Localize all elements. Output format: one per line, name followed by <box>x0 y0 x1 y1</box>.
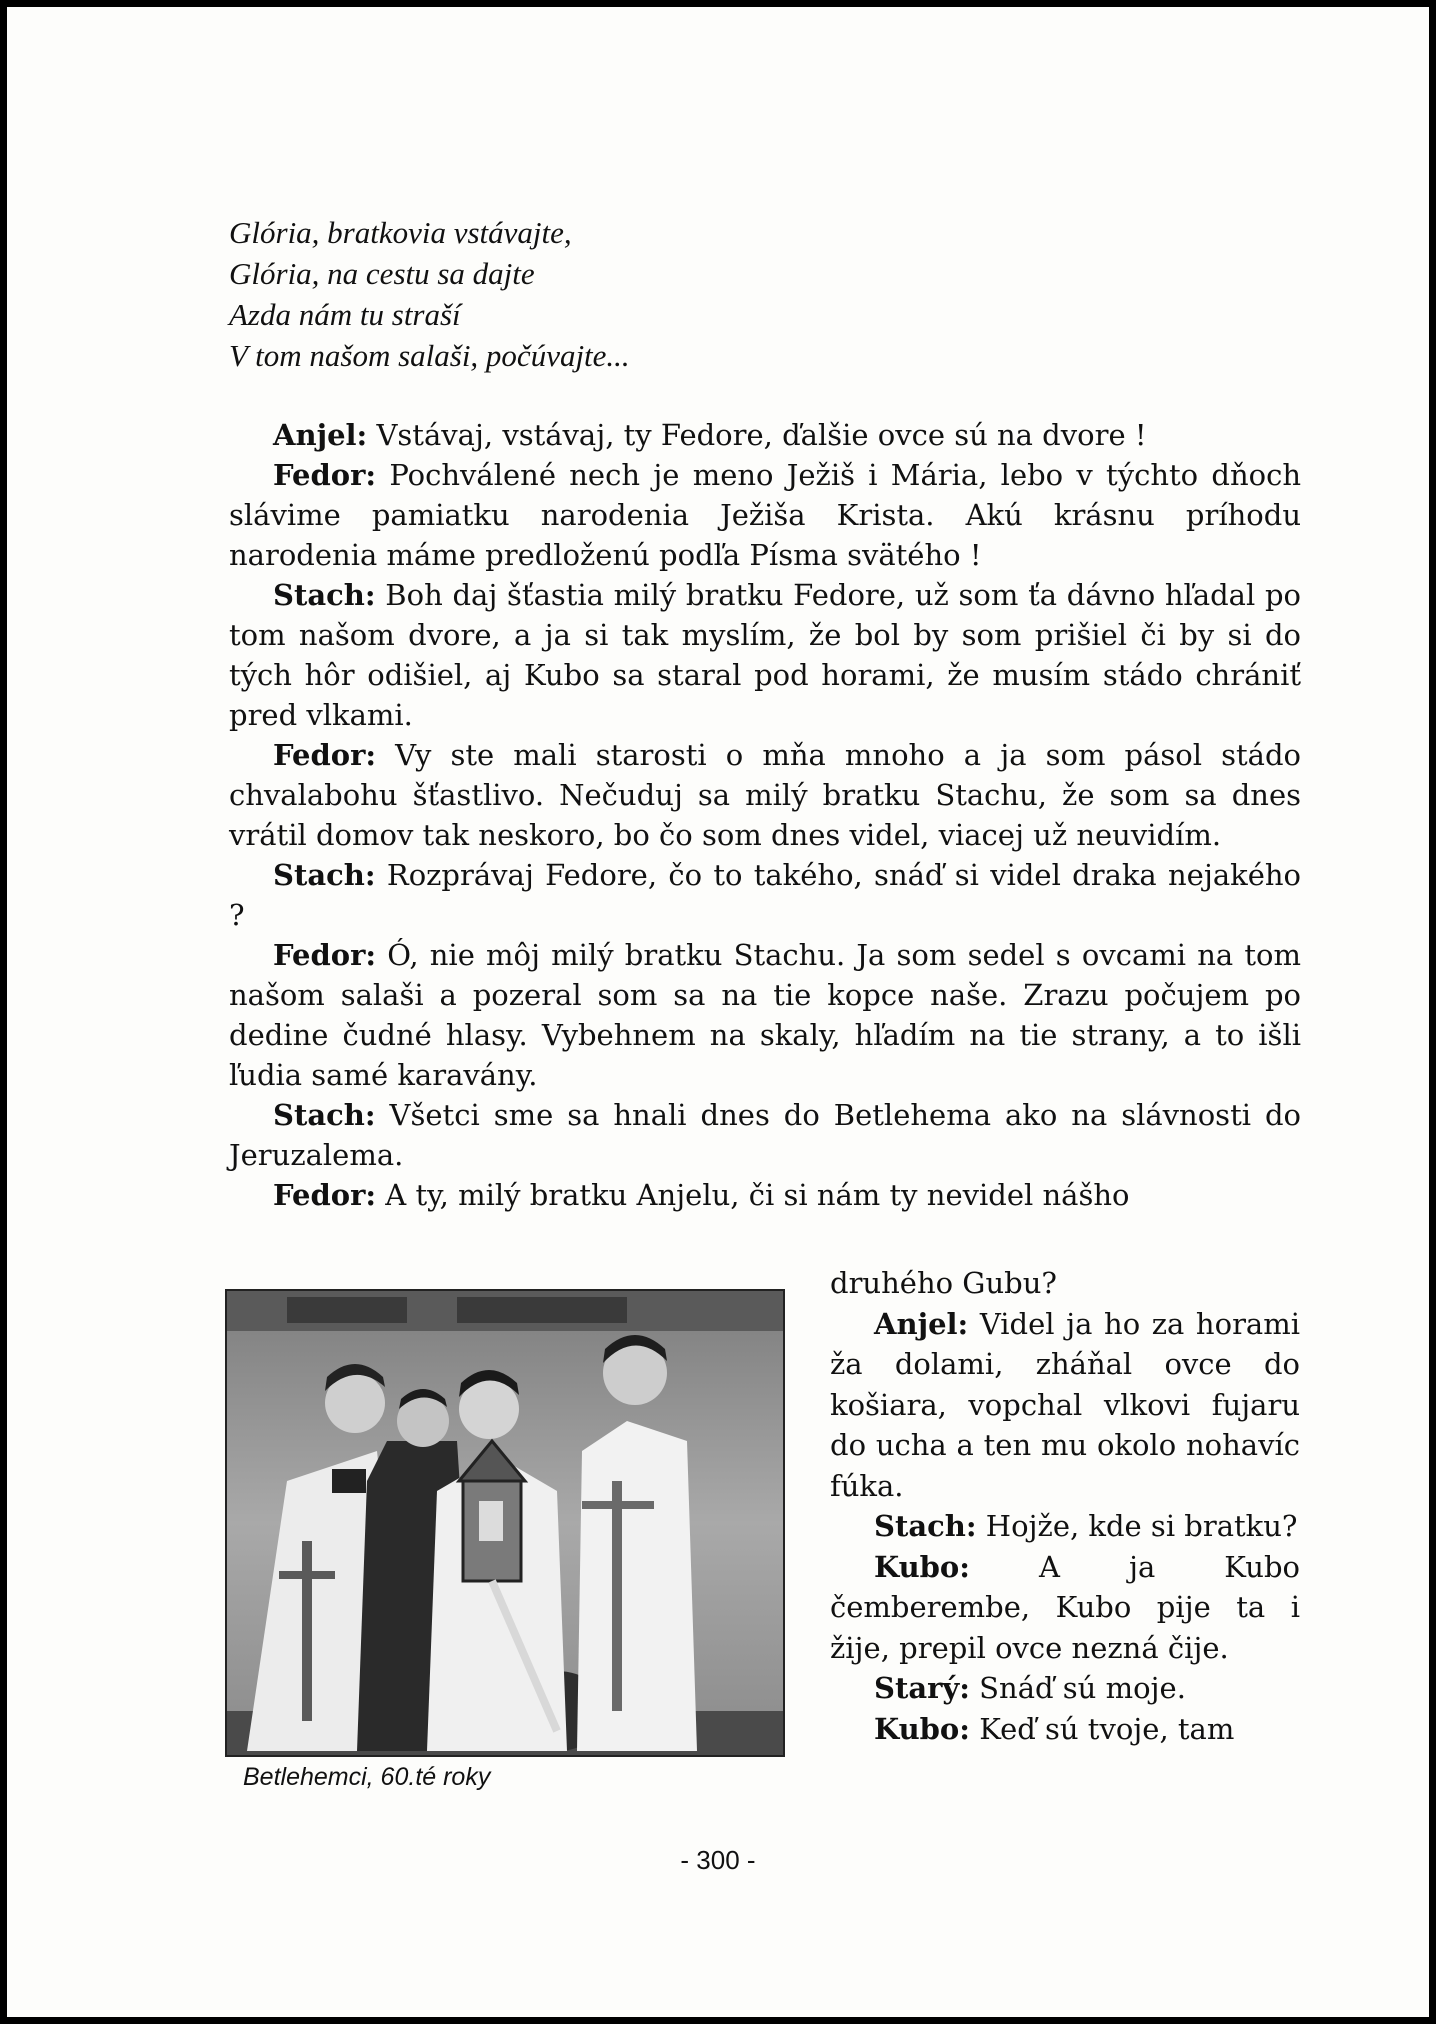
speaker-name: Fedor: <box>273 1178 377 1212</box>
poem-line: V tom našom salaši, počúvajte... <box>229 338 630 373</box>
poem-line: Glória, bratkovia vstávajte, <box>229 215 572 250</box>
speaker-name: Fedor: <box>273 938 377 972</box>
line-text: A ty, milý bratku Anjelu, či si nám ty nevidel nášho <box>376 1178 1130 1212</box>
poem-stanza <box>229 212 1129 376</box>
dialogue-line <box>229 575 1301 735</box>
dialogue-line <box>229 735 1301 855</box>
photo-betlehemci <box>225 1289 785 1757</box>
speaker-name: Kubo: <box>874 1711 970 1746</box>
line-text: Vstávaj, vstávaj, ty Fedore, ďalšie ovce sú na dvore ! <box>367 418 1147 452</box>
dialogue-line <box>830 1304 1300 1507</box>
dialogue-line <box>830 1547 1300 1669</box>
line-text: Pochválené nech je meno Ježiš i Mária, lebo v týchto dňoch slávime pamiatku narodenia Ježiša Krista. Akú krásnu príhodu narodenia máme predloženú podľa Písma svätého ! <box>229 458 1301 572</box>
dialogue-line <box>229 455 1301 575</box>
line-text: A ja Kubo čemberembe, Kubo pije ta i žije, prepil ovce nezná čije. <box>830 1549 1300 1665</box>
side-dialogue-text <box>830 1263 1300 1749</box>
line-text: Videl ja ho za horami ža dolami, zháňal ovce do košiara, vopchal vlkovi fujaru do ucha a ten mu okolo nohavíc fúka. <box>830 1306 1300 1503</box>
photo-caption: Betlehemci, 60.té roky <box>243 1763 491 1791</box>
speaker-name: Anjel: <box>273 418 368 452</box>
line-text: Boh daj šťastia milý bratku Fedore, už som ťa dávno hľadal po tom našom dvore, a ja si tak myslím, že bol by som prišiel či by si do tých hôr odišiel, aj Kubo sa staral pod horami, že musím stádo chrániť pred vlkami. <box>229 578 1301 732</box>
dialogue-line <box>229 1095 1301 1175</box>
speaker-name: Stach: <box>273 578 376 612</box>
page-number: - 300 - <box>680 1845 756 1875</box>
line-text: Vy ste mali starosti o mňa mnoho a ja som pásol stádo chvalabohu šťastlivo. Nečuduj sa milý bratku Stachu, že som sa dnes vrátil domov tak neskoro, bo čo som dnes videl, viacej už neuvidím. <box>229 738 1301 852</box>
dialogue-line: druhého Gubu? <box>830 1266 1057 1300</box>
speaker-name: Stach: <box>874 1509 977 1543</box>
speaker-name: Fedor: <box>273 738 377 772</box>
line-text: Ó, nie môj milý bratku Stachu. Ja som sedel s ovcami na tom našom salaši a pozeral som sa na tie kopce naše. Zrazu počujem po dedine čudné hlasy. Vybehnem na skaly, hľadím na tie strany, a to išli ľudia samé karavány. <box>229 938 1301 1092</box>
dialogue-line <box>830 1668 1300 1709</box>
speaker-name: Stach: <box>273 858 376 892</box>
dialogue-line <box>229 1175 1301 1215</box>
line-text: Snáď sú moje. <box>969 1671 1186 1705</box>
poem-line: Azda nám tu straší <box>229 297 461 332</box>
dialogue-line <box>229 415 1301 455</box>
dialogue-line <box>229 935 1301 1095</box>
dialogue-line <box>830 1709 1300 1750</box>
dialogue-text <box>229 415 1301 1215</box>
speaker-name: Starý: <box>874 1671 970 1705</box>
speaker-name: Stach: <box>273 1098 376 1132</box>
dialogue-line <box>229 855 1301 935</box>
poem-line: Glória, na cestu sa dajte <box>229 256 535 291</box>
line-text: Všetci sme sa hnali dnes do Betlehema ako na slávnosti do Jeruzalema. <box>229 1098 1301 1172</box>
speaker-name: Fedor: <box>273 458 377 492</box>
speaker-name: Kubo: <box>874 1549 970 1584</box>
line-text: Keď sú tvoje, tam <box>969 1711 1235 1746</box>
photo-illustration <box>227 1291 783 1755</box>
speaker-name: Anjel: <box>874 1306 969 1341</box>
line-text: Hojže, kde si bratku? <box>976 1509 1298 1543</box>
line-text: Rozprávaj Fedore, čo to takého, snáď si videl draka nejakého ? <box>229 858 1301 932</box>
dialogue-line <box>830 1506 1300 1547</box>
